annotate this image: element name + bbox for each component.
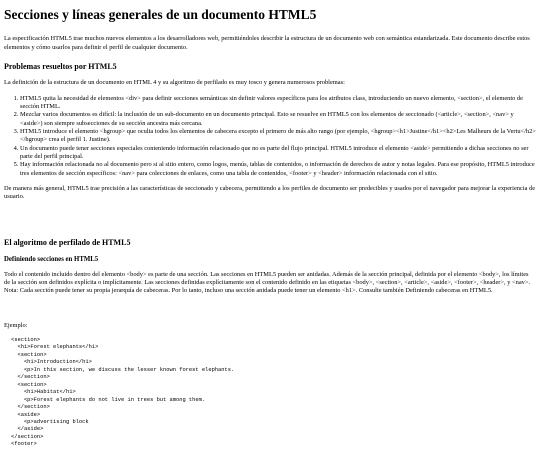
defining-sections-heading: Definiendo secciones en HTML5 xyxy=(4,255,99,263)
problems-list-item: 2. Mezclar varios documentos es difícil: la inclusión de un sub-documento en un documento principal. Esto se resuelve en HTML5 con los elementos de seccionado (<article>, <section>, <nav> y <aside>) son siempre subsecciones de su sección ancestra más cercana. xyxy=(20,111,536,128)
code-example: <section> <h1>Forest elephants</h1> <section> <h1>Introduction</h1> <p>In this section, we discuss the lesser known forest elephants. </section> <section> <h1>Habitat</h1> <p>Forest elephants do not live in trees but among them. </section> <aside> <p>advertising block </aside> </section> <footer> xyxy=(11,337,235,448)
example-label: Ejemplo: xyxy=(4,321,28,329)
section-spacer xyxy=(4,303,536,322)
algorithm-heading: El algoritmo de perfilado de HTML5 xyxy=(4,237,131,247)
section-spacer xyxy=(4,209,536,228)
problems-list-item: 5. Hay información relacionada no al documento pero si al sitio entero, como logos, menús, tablas de contenidos, o información de derechos de autor y notas legales. Para ese propósito, HTML5 introduce tres elementos de sección específicos: <nav> para colecciones de enlaces, como una tabla de contenidos, <footer> y <header> información relacionada con el sitio. xyxy=(20,161,536,178)
problems-list xyxy=(4,95,536,178)
intro-paragraph: La especificación HTML5 trae muchos nuevos elementos a los desarrolladores web, permitiéndoles describir la estructura de un documento web con semántica estandarizada. Este documento describe estos elementos y cómo usarlos para definir el perfil de cualquier documento. xyxy=(4,35,530,51)
page-title: Secciones y líneas generales de un documento HTML5 xyxy=(4,7,317,22)
problems-closing-paragraph: De manera más general, HTML5 trae precisión a las características de seccionado y cabecera, permitiendo a los perfiles de documento ser predecibles y usados por el navegador para mejorar la experiencia de usuario. xyxy=(4,184,536,201)
problems-list-item: 4. Un documento puede tener secciones especiales conteniendo información relacionado que no es parte del flujo principal. HTML5 introduce el elemento <aside> permitiendo a dichas secciones no ser parte del perfil principal. xyxy=(20,145,536,162)
problems-list-item: 1. HTML5 quita la necesidad de elementos <div> para definir secciones semánticas sin definir valores específicos para los atributos class, introduciendo un nuevo elemento, <section>, el elemento de sección HTML. xyxy=(20,95,536,112)
problems-list-item: 3. HTML5 introduce el elemento <hgroup> que oculta todos los elementos de cabecera excepto el primero de más alto rango (por ejemplo, <hgroup><h1>Justine</h1><h2>Les Malheurs de la Vertu</h2></hgroup> crea el perfil 1. Justine). xyxy=(20,128,536,145)
problems-heading: Problemas resueltos por HTML5 xyxy=(4,61,117,71)
defining-sections-paragraph: Todo el contenido incluido dentro del elemento <body> es parte de una sección. Las secciones en HTML5 pueden ser anidadas. Además de la sección principal, definida por el elemento <body>, los límites de la sección son definidos explícita o implícitamente. Las secciones definidas explícitamente son el contenido definido en las etiquetas <body>, <section>, <article>, <aside>, <footer>, <header>, y <nav>. Nota: Cada sección puede tener su propia jerarquía de cabeceras. Por lo tanto, incluso una sección anidada puede tener un elemento <h1>. Consulte también Definiendo cabeceras en HTML5. xyxy=(4,270,531,295)
problems-lead-paragraph: La definición de la estructura de un documento en HTML 4 y su algoritmo de perfilado es muy tosco y genera numerosos problemas: xyxy=(4,79,345,87)
